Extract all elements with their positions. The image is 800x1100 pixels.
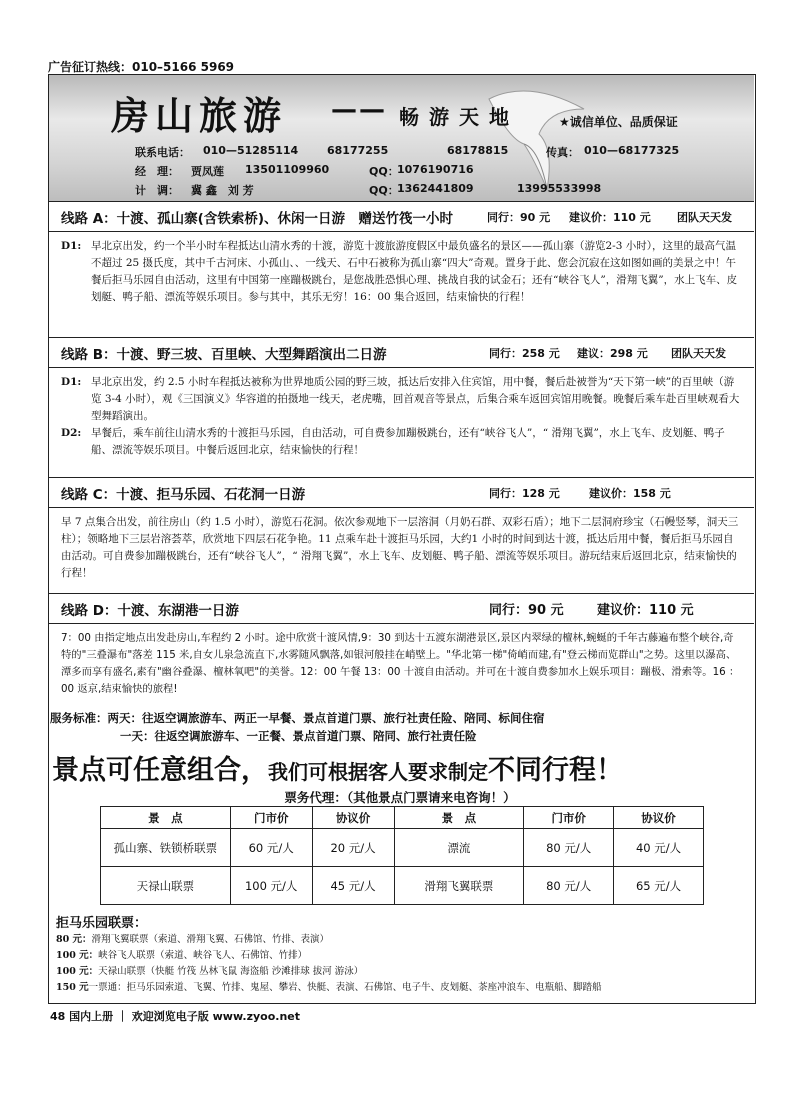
table-cell: 孤山寨、铁锁桥联票 <box>101 829 231 867</box>
page-title: 房山旅游 <box>111 93 288 138</box>
route-c-text <box>61 514 742 582</box>
col-header: 门市价 <box>230 807 312 829</box>
route-a-title: 线路 A：十渡、孤山寨(含铁索桥)、休闲一日游 赠送竹筏一小时 <box>61 210 453 227</box>
day-label: D1: <box>61 376 82 388</box>
ticket-header-row <box>101 807 704 829</box>
list-item <box>56 948 602 964</box>
park-price: 80 元： <box>56 934 92 945</box>
day-text: 早北京出发，约 2.5 小时车程抵达被称为世界地质公园的野三坡，抵达后安排入住宾馆，用中餐，餐后赴被誉为“天下第一峡”的百里峡（游览 3-4 小时），观《三国演义》华容道的拍摄地一线天，老虎嘴，回首观音等景点，后集合乘车返回宾馆用晚餐。晚餐后乘车赴百里峡观看大型舞蹈演出。 <box>91 376 740 422</box>
fax-number: 010—68177325 <box>584 144 680 157</box>
park-desc: 峡谷飞人联票（索道、峡谷飞人、石佛馆、竹排） <box>98 950 308 961</box>
route-a-day-1 <box>61 238 742 306</box>
table-cell: 80 元/人 <box>524 829 614 867</box>
park-ticket-title: 拒马乐园联票： <box>56 916 148 931</box>
table-row <box>101 829 704 867</box>
qq2-number: 1362441809 <box>397 182 474 195</box>
route-b-day-2 <box>61 425 742 459</box>
route-d-body <box>49 625 754 702</box>
route-b-suggest-price: 建议：298 元 <box>577 346 648 360</box>
table-cell: 80 元/人 <box>524 867 614 905</box>
day-text: 早餐后，乘车前往山清水秀的十渡拒马乐园，自由活动，可自费参加蹦极跳台，还有“峡谷飞人”，“ 滑翔飞翼”，水上飞车、皮划艇、鸭子船、漂流等娱乐项目。中餐后返回北京，结束愉快的行程！ <box>91 427 725 456</box>
route-b-day-1 <box>61 374 742 425</box>
day-label: D1: <box>61 240 82 252</box>
table-row <box>101 867 704 905</box>
ticket-agency-title: 票务代理：（其他景点门票请来电咨询！） <box>284 790 516 805</box>
hotline: 广告征订热线：010–5166 5969 <box>48 60 235 74</box>
table-cell: 65 元/人 <box>614 867 704 905</box>
table-cell: 20 元/人 <box>312 829 394 867</box>
phone-2: 68177255 <box>327 144 389 157</box>
list-item <box>56 964 602 980</box>
manager-phone: 13501109960 <box>245 163 330 176</box>
service-line-2: 一天：往返空调旅游车、一正餐、景点首道门票、陪同、旅行社责任险 <box>120 729 477 743</box>
crane-icon <box>479 79 589 197</box>
park-desc: 滑翔飞翼联票（索道、滑翔飞翼、石佛馆、竹排、表演） <box>91 934 330 945</box>
table-cell: 60 元/人 <box>230 829 312 867</box>
table-cell: 漂流 <box>394 829 524 867</box>
route-d-header <box>49 593 754 624</box>
ticket-table <box>100 806 704 905</box>
custom-trip-banner <box>52 748 623 787</box>
contact-label: 联系电话： <box>135 146 190 159</box>
col-header: 景 点 <box>101 807 231 829</box>
route-c-suggest-price: 建议价：158 元 <box>589 486 671 500</box>
table-cell: 天禄山联票 <box>101 867 231 905</box>
planner-phone: 13995533998 <box>517 182 602 195</box>
list-item <box>56 932 602 948</box>
route-b-tag: 团队天天发 <box>671 346 726 360</box>
route-d-same-price: 同行：90 元 <box>489 603 564 618</box>
route-b-body <box>49 369 754 463</box>
banner-part-2: 我们可根据客人要求制定 <box>268 760 488 784</box>
park-price: 100 元： <box>56 966 99 977</box>
page-subtitle: 畅游天地 <box>399 105 519 129</box>
list-item <box>56 980 602 996</box>
park-price: 150 元 <box>56 982 89 993</box>
route-c-same-price: 同行：128 元 <box>489 486 560 500</box>
col-header: 门市价 <box>524 807 614 829</box>
route-a-suggest-price: 建议价：110 元 <box>569 210 651 224</box>
route-b-header <box>49 337 754 368</box>
route-c-body <box>49 509 754 586</box>
qq2-label: QQ： <box>369 184 399 197</box>
qq1-label: QQ： <box>369 165 399 178</box>
park-desc: 天禄山联票（快艇 竹筏 丛林飞鼠 海盗船 沙滩排球 拔河 游泳） <box>98 966 364 977</box>
route-d-title: 线路 D：十渡、东湖港一日游 <box>61 602 239 619</box>
fax-label: 传真： <box>546 146 579 159</box>
table-cell: 100 元/人 <box>230 867 312 905</box>
table-cell: 滑翔飞翼联票 <box>394 867 524 905</box>
route-c-title: 线路 C：十渡、拒马乐园、石花洞一日游 <box>61 486 306 503</box>
day-text: 早 7 点集合出发，前往房山（约 1.5 小时），游览石花洞。依次参观地下一层溶洞（月奶石群、双彩石盾）；地下二层洞府珍宝（石幔竖琴，洞天三柱）；领略地下三层岩溶荟萃，欣赏地下四层石花争艳。11 点乘车赴十渡拒马乐园，大约1 小时的时间到达十渡，抵达后用中餐，餐后拒马乐园自由活动。可自费参加蹦极跳台，还有“峡谷飞人”，“ 滑翔飞翼”，水上飞车、皮划艇、鸭子船、漂流等娱乐项目。游玩结束后返回北京，结束愉快的行程！ <box>61 516 739 579</box>
route-d-text <box>61 630 742 698</box>
title-dash: —— <box>331 95 387 125</box>
banner-part-1: 景点可任意组合， <box>52 755 268 786</box>
park-price: 100 元： <box>56 950 99 961</box>
slogan: ★诚信单位、品质保证 <box>559 115 678 129</box>
col-header: 协议价 <box>312 807 394 829</box>
page-footer: 48 国内上册 ｜ 欢迎浏览电子版 www.zyoo.net <box>50 1010 301 1023</box>
service-line-1: 服务标准：两天：往返空调旅游车、两正一早餐、景点首道门票、旅行社责任险、陪同、标间住宿 <box>50 711 545 725</box>
phone-1: 010—51285114 <box>203 144 299 157</box>
qq1-number: 1076190716 <box>397 163 474 176</box>
col-header: 景 点 <box>394 807 524 829</box>
park-ticket-list <box>56 932 602 996</box>
route-a-body <box>49 233 754 310</box>
route-a-same-price: 同行：90 元 <box>487 210 551 224</box>
route-d-suggest-price: 建议价：110 元 <box>597 603 694 618</box>
route-a-tag: 团队天天发 <box>677 210 732 224</box>
day-text: 早北京出发，约一个半小时车程抵达山清水秀的十渡，游览十渡旅游度假区中最负盛名的景区——孤山寨（游览2-3 小时），这里的最高气温不超过 25 摄氏度，其中千古河床、小孤山、、一线天、石中石被称为孤山寨“四大”奇观。置身于此、您会沉寂在这如图如画的美景之中！午餐后拒马乐园自由活动，这里有中国第一座蹦极跳台，是您战胜恐惧心理、挑战自我的试金石；还有“峡谷飞人”，滑翔飞翼”，水上飞车、皮划艇、鸭子船、漂流等娱乐项目。参与其中，其乐无穷！16：00 集合返回，结束愉快的行程！ <box>91 240 738 303</box>
phone-3: 68178815 <box>447 144 509 157</box>
route-a-header <box>49 201 754 232</box>
header-banner <box>49 75 754 201</box>
col-header: 协议价 <box>614 807 704 829</box>
manager-name: 贾凤莲 <box>191 165 224 178</box>
table-cell: 45 元/人 <box>312 867 394 905</box>
route-b-title: 线路 B：十渡、野三坡、百里峡、大型舞蹈演出二日游 <box>61 346 387 363</box>
banner-part-3: 不同行程！ <box>488 755 623 786</box>
route-b-same-price: 同行：258 元 <box>489 346 560 360</box>
route-c-header <box>49 477 754 508</box>
planner-label: 计 调： <box>135 184 179 197</box>
table-cell: 40 元/人 <box>614 829 704 867</box>
day-text: 7：00 由指定地点出发赴房山,车程约 2 小时。途中欣赏十渡风情,9：30 到达十五渡东湖港景区,景区内翠绿的檀林,蜿蜒的千年古藤遍布整个峡谷,奇特的"三叠瀑布"落差 115 米,自女儿泉急流直下,水雾随风飘落,如银河般挂在峭壁上。"华北第一梯"倚峭而建,有"登云梯而览群山"之势。这里以瀑高、潭多而享有盛名,素有"幽谷叠瀑、檀林氧吧"的美誉。12：00 午餐 13：00 十渡自由活动。并可在十渡自费参加水上娱乐项目：蹦极、滑索等。16 ：00 返京,结束愉快的旅程! <box>61 632 740 695</box>
planner-names: 冀 鑫 刘 芳 <box>191 184 254 197</box>
park-desc: 一票通：拒马乐园索道、飞翼、竹排、鬼屋、攀岩、快艇、表演、石佛馆、电子牛、皮划艇、茶座冲浪车、电瓶船、脚踏船 <box>88 982 602 993</box>
manager-label: 经 理： <box>135 165 179 178</box>
day-label: D2: <box>61 427 82 439</box>
